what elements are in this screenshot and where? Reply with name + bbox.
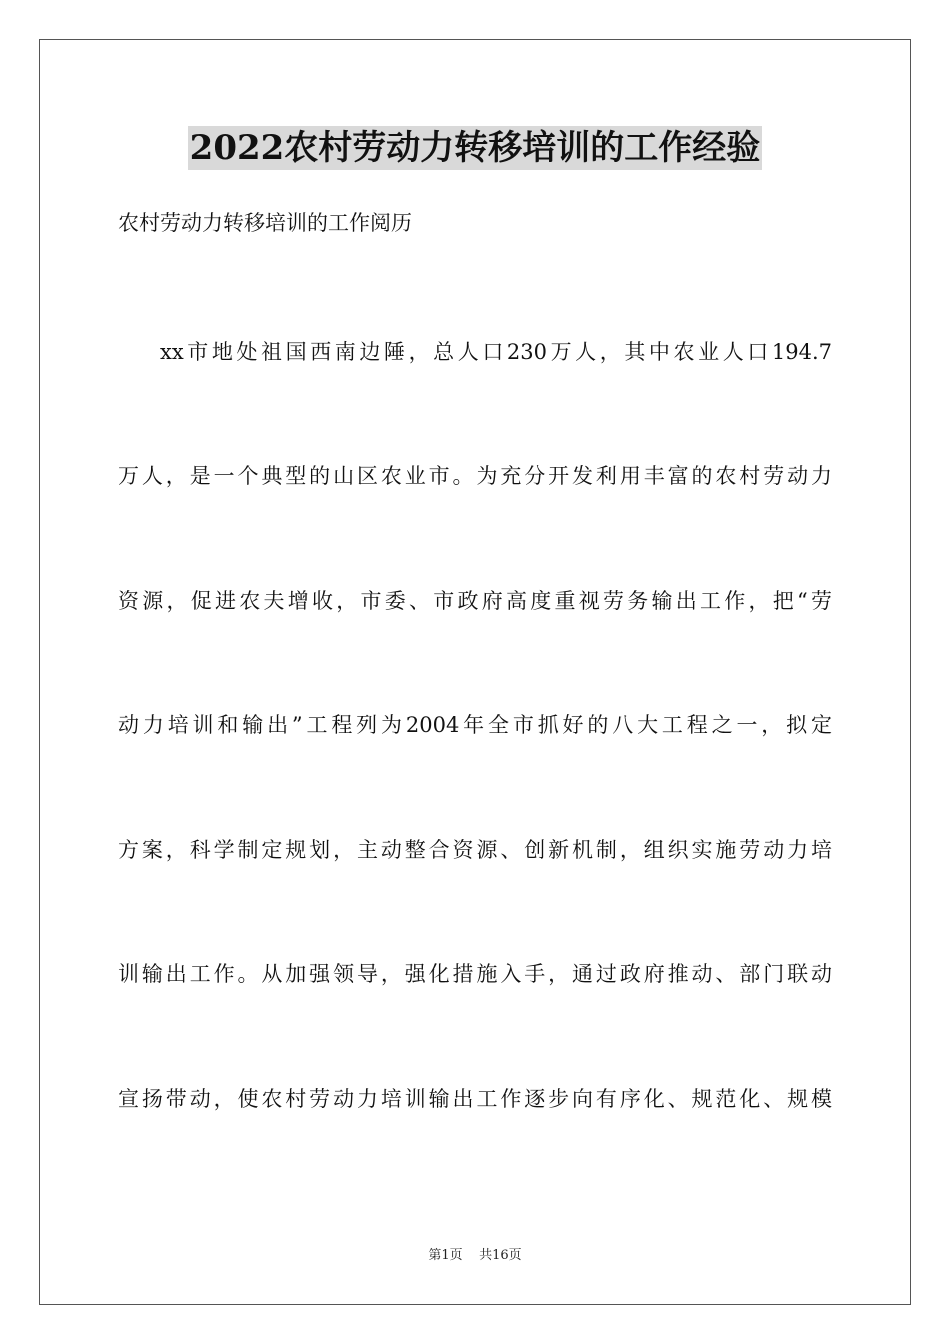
title-container: [0, 126, 950, 170]
page-footer: [0, 1247, 950, 1265]
page-number: 第1页: [428, 1248, 463, 1263]
body-line-7: 宣扬带动，使农村劳动力培训输出工作逐步向有序化、规范化、规模: [118, 1087, 832, 1111]
page-total: 共16页: [479, 1248, 522, 1263]
body-line-3: 资源，促进农夫增收，市委、市政府高度重视劳务输出工作，把“劳: [118, 589, 832, 613]
body-line-2: 万人，是一个典型的山区农业市。为充分开发利用丰富的农村劳动力: [118, 464, 832, 488]
body-line-1: xx市地处祖国西南边陲，总人口230万人，其中农业人口194.7: [160, 340, 832, 364]
body-line-5: 方案，科学制定规划，主动整合资源、创新机制，组织实施劳动力培: [118, 838, 832, 862]
document-subtitle: 农村劳动力转移培训的工作阅历: [118, 211, 412, 235]
body-line-6: 训输出工作。从加强领导，强化措施入手，通过政府推动、部门联动: [118, 962, 832, 986]
body-line-4: 动力培训和输出”工程列为2004年全市抓好的八大工程之一，拟定: [118, 713, 832, 737]
document-title: 2022农村劳动力转移培训的工作经验: [189, 128, 761, 168]
